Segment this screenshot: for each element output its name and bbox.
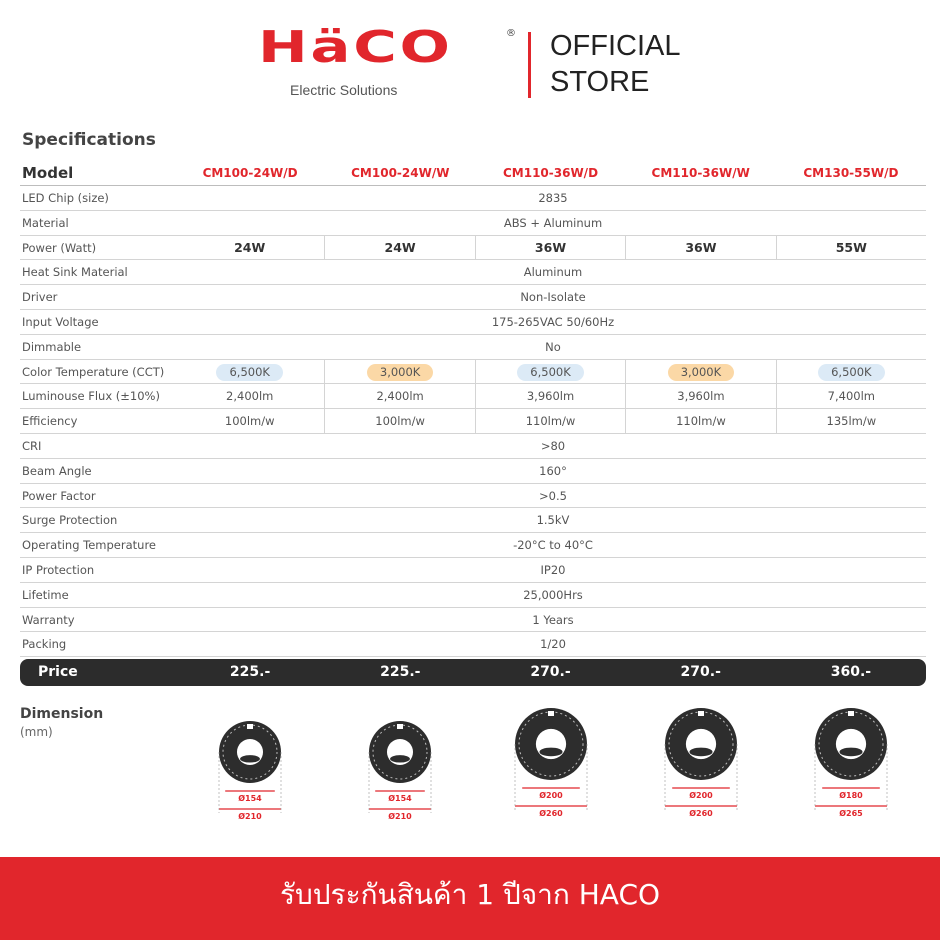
spec-label: Heat Sink Material <box>22 265 128 280</box>
outer-diameter-label: Ø210 <box>238 812 262 821</box>
dimension-drawing <box>776 700 926 830</box>
cct-badge: 6,500K <box>818 364 884 381</box>
outer-diameter-label: Ø260 <box>688 809 713 818</box>
price-value: 225.- <box>229 664 271 680</box>
spec-value: 160° <box>539 463 567 478</box>
spec-cell: 36W <box>625 236 775 260</box>
header-divider <box>528 32 531 98</box>
registered-mark: ® <box>506 28 516 39</box>
spec-cells <box>175 360 926 384</box>
spec-label: Efficiency <box>22 414 78 429</box>
spec-cells <box>175 384 926 408</box>
spec-cell: 110lm/w <box>625 409 775 433</box>
spec-row <box>20 186 926 211</box>
dimension-unit: (mm) <box>20 725 53 739</box>
spec-label: Warranty <box>22 612 75 627</box>
specifications-title: Specifications <box>22 130 156 150</box>
spec-label: Lifetime <box>22 587 69 602</box>
spec-label: Power Factor <box>22 488 96 503</box>
dimension-drawing <box>626 700 776 830</box>
light-module-drawing <box>801 700 901 828</box>
spec-row <box>20 484 926 509</box>
spec-label: Operating Temperature <box>22 538 156 553</box>
spec-row <box>20 434 926 459</box>
spec-label: Dimmable <box>22 339 82 354</box>
spec-value: 25,000Hrs <box>523 587 583 602</box>
spec-value: 1.5kV <box>536 513 570 528</box>
price-value: 225.- <box>380 664 421 680</box>
spec-cell: 110lm/w <box>475 409 625 433</box>
price-value: 270.- <box>680 664 721 680</box>
cct-badge: 3,000K <box>367 364 433 381</box>
dimension-drawing <box>475 700 625 830</box>
spec-label: Beam Angle <box>22 463 92 478</box>
outer-diameter-label: Ø265 <box>839 809 863 818</box>
spec-label: LED Chip (size) <box>22 191 109 205</box>
spec-cell <box>475 360 625 384</box>
spec-value: >0.5 <box>539 488 567 503</box>
spec-value: 175-265VAC 50/60Hz <box>491 314 615 329</box>
spec-cell: 3,960lm <box>625 384 775 408</box>
spec-row <box>20 211 926 236</box>
spec-label: Luminouse Flux (±10%) <box>22 389 160 404</box>
spec-row <box>20 384 926 409</box>
outer-diameter-label: Ø210 <box>388 812 413 821</box>
light-module-drawing <box>200 700 300 828</box>
cct-badge: 6,500K <box>517 364 583 381</box>
inner-diameter-label: Ø180 <box>839 791 863 800</box>
spec-row <box>20 508 926 533</box>
spec-cell: 7,400lm <box>776 384 926 408</box>
spec-label: Color Temperature (CCT) <box>22 364 165 379</box>
model-name: CM110-36W/D <box>502 166 599 180</box>
spec-row <box>20 236 926 261</box>
spec-label: Driver <box>22 290 58 305</box>
light-module-drawing <box>501 700 601 828</box>
light-module-drawing <box>350 700 450 828</box>
model-name: CM130-55W/D <box>803 166 899 180</box>
spec-row <box>20 459 926 484</box>
spec-row <box>20 260 926 285</box>
spec-cell: 55W <box>776 236 926 260</box>
spec-row <box>20 409 926 434</box>
spec-cell: 100lm/w <box>324 409 474 433</box>
model-label: Model <box>22 164 74 182</box>
spec-cell <box>175 360 324 384</box>
inner-diameter-label: Ø200 <box>688 791 713 800</box>
spec-cell <box>625 360 775 384</box>
spec-cell: 135lm/w <box>776 409 926 433</box>
spec-label: Power (Watt) <box>22 240 97 255</box>
dimension-drawings <box>175 700 926 830</box>
dimension-title: Dimension <box>20 706 104 722</box>
spec-row <box>20 285 926 310</box>
logo-tagline: Electric Solutions <box>290 82 398 98</box>
spec-value: IP20 <box>540 562 566 577</box>
spec-cell: 2,400lm <box>226 389 274 404</box>
spec-value: 2835 <box>538 191 568 205</box>
store-line-2: STORE <box>550 66 650 98</box>
spec-cell: 3,960lm <box>475 384 625 408</box>
price-label: Price <box>38 664 78 680</box>
spec-cell <box>776 360 926 384</box>
spec-value: Aluminum <box>523 265 583 280</box>
spec-value: -20°C to 40°C <box>513 538 593 553</box>
spec-row <box>20 632 926 657</box>
spec-label: Input Voltage <box>22 314 99 329</box>
spec-value: 1/20 <box>540 637 566 652</box>
spec-value: Non-Isolate <box>520 290 586 305</box>
spec-label: Material <box>22 215 69 230</box>
price-bar <box>20 659 926 686</box>
price-value: 360.- <box>830 664 872 680</box>
spec-row <box>20 360 926 385</box>
dimension-drawing <box>175 700 325 830</box>
cct-badge: 3,000K <box>668 364 734 381</box>
spec-value: ABS + Aluminum <box>503 215 603 230</box>
inner-diameter-label: Ø154 <box>238 794 262 803</box>
spec-label: CRI <box>22 438 42 453</box>
inner-diameter-label: Ø154 <box>388 794 413 803</box>
specifications-table <box>20 161 926 657</box>
store-line-1: OFFICIAL <box>550 30 681 62</box>
spec-cells <box>175 236 926 260</box>
spec-cell: 24W <box>324 236 474 260</box>
spec-label: Packing <box>22 637 67 652</box>
spec-row <box>20 558 926 583</box>
spec-row <box>20 335 926 360</box>
spec-label: Surge Protection <box>22 513 118 528</box>
spec-cell <box>324 360 474 384</box>
model-row <box>20 161 926 186</box>
model-name: CM110-36W/W <box>651 166 750 180</box>
warranty-banner: รับประกันสินค้า 1 ปีจาก HACO <box>0 857 940 940</box>
spec-row <box>20 533 926 558</box>
light-module-drawing <box>651 700 751 828</box>
spec-cells <box>175 409 926 433</box>
inner-diameter-label: Ø200 <box>538 791 563 800</box>
spec-row <box>20 583 926 608</box>
price-value: 270.- <box>530 664 571 680</box>
spec-row <box>20 310 926 335</box>
spec-value: 1 Years <box>532 612 574 627</box>
spec-value: >80 <box>540 438 566 453</box>
logo-wordmark: HäCO <box>258 22 453 73</box>
spec-value: No <box>545 339 561 354</box>
official-store-label <box>550 28 681 100</box>
spec-cell: 2,400lm <box>324 384 474 408</box>
spec-cell: 100lm/w <box>224 414 275 429</box>
spec-cell: 24W <box>234 239 266 255</box>
spec-label: IP Protection <box>22 562 95 577</box>
spec-row <box>20 608 926 633</box>
dimension-drawing <box>325 700 475 830</box>
model-name: CM100-24W/D <box>202 166 298 180</box>
outer-diameter-label: Ø260 <box>538 809 563 818</box>
spec-cell: 36W <box>475 236 625 260</box>
cct-badge: 6,500K <box>216 364 282 381</box>
model-name: CM100-24W/W <box>351 166 450 180</box>
